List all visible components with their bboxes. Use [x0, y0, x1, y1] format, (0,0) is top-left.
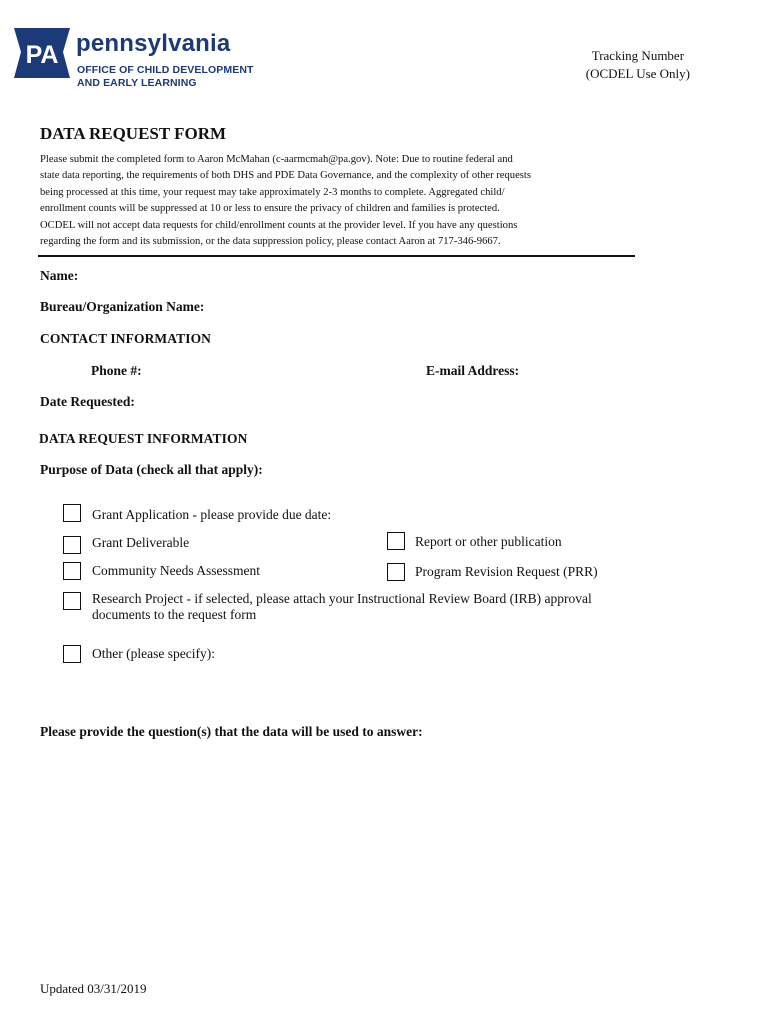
name-label: Name:: [40, 268, 79, 283]
pa-keystone-logo-icon: [12, 22, 72, 84]
tracking-note: (OCDEL Use Only): [585, 66, 690, 81]
intro-line: Please submit the completed form to Aaron McMahan (c-aarmcmah@pa.gov). Note: Due to routine federal and: [40, 154, 513, 165]
form-title: DATA REQUEST FORM: [40, 124, 227, 143]
program-revision-label: Program Revision Request (PRR): [415, 564, 598, 579]
grant-application-checkbox[interactable]: [63, 504, 81, 522]
grant-application-label: Grant Application - please provide due date:: [92, 507, 332, 522]
updated-date: Updated 03/31/2019: [40, 981, 147, 996]
contact-heading: CONTACT INFORMATION: [40, 331, 212, 346]
intro-line: regarding the form and its submission, or the data suppression policy, please contact Aaron at 717-346-9667.: [40, 236, 501, 248]
intro-line: enrollment counts will be suppressed at 10 or less to ensure the privacy of children and families is protected.: [40, 203, 500, 215]
grant-deliverable-checkbox[interactable]: [63, 536, 81, 554]
data-request-heading: DATA REQUEST INFORMATION: [39, 431, 248, 446]
logo-wordmark: pennsylvania: [76, 30, 231, 57]
other-label: Other (please specify):: [92, 646, 215, 661]
bureau-label: Bureau/Organization Name:: [40, 299, 205, 314]
intro-line: being processed at this time, your request may take approximately 2-3 months to complete. Aggregated child/: [40, 186, 505, 198]
logo-subtitle-line1: OFFICE OF CHILD DEVELOPMENT: [77, 64, 254, 76]
logo-subtitle: [77, 64, 254, 90]
grant-deliverable-label: Grant Deliverable: [92, 535, 190, 550]
intro-paragraph: [40, 152, 625, 250]
date-requested-label: Date Requested:: [40, 394, 135, 409]
research-project-checkbox[interactable]: [63, 592, 81, 610]
divider-rule: [38, 255, 635, 257]
intro-line: OCDEL will not accept data requests for child/enrollment counts at the provider level. If you have any questions: [40, 219, 518, 231]
research-project-label: [92, 591, 592, 623]
email-label: E-mail Address:: [426, 363, 520, 378]
community-needs-label: Community Needs Assessment: [92, 563, 260, 578]
intro-line: state data reporting, the requirements of both DHS and PDE Data Governance, and the complexity of other requests: [40, 170, 531, 182]
program-revision-checkbox[interactable]: [387, 563, 405, 581]
other-checkbox[interactable]: [63, 645, 81, 663]
report-publication-label: Report or other publication: [415, 534, 562, 549]
questions-label: Please provide the question(s) that the data will be used to answer:: [40, 724, 423, 739]
logo-abbrev: PA: [25, 41, 59, 69]
report-publication-checkbox[interactable]: [387, 532, 405, 550]
purpose-label: Purpose of Data (check all that apply):: [40, 462, 263, 477]
research-project-line2: documents to the request form: [92, 607, 257, 622]
logo-subtitle-line2: AND EARLY LEARNING: [77, 77, 197, 89]
tracking-label: Tracking Number: [591, 48, 685, 63]
research-project-line1: Research Project - if selected, please attach your Instructional Review Board (IRB) approval: [92, 591, 592, 606]
phone-label: Phone #:: [91, 363, 142, 378]
tracking-number-box: [586, 47, 690, 83]
community-needs-checkbox[interactable]: [63, 562, 81, 580]
